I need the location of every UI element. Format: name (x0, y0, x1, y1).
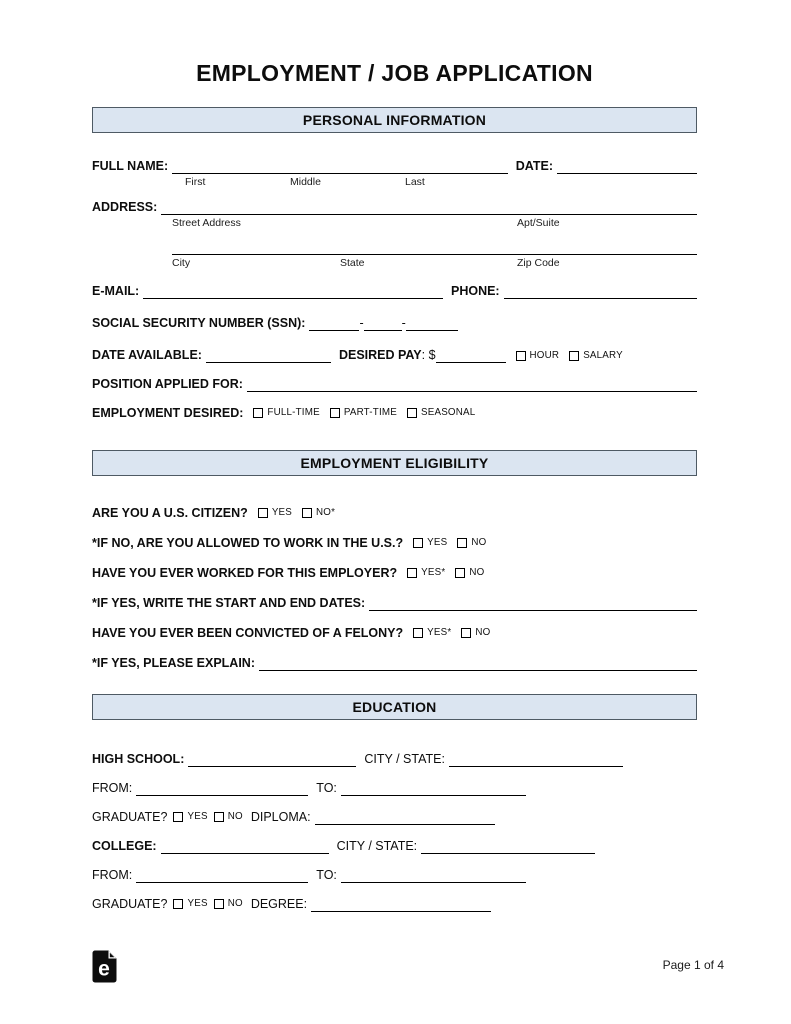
ssn-part1-line[interactable] (309, 316, 359, 331)
allowed-no-checkbox[interactable] (457, 538, 467, 548)
full-time-option (253, 407, 319, 420)
start-end-dates-label: *IF YES, WRITE THE START AND END DATES: (92, 596, 366, 610)
phone-line[interactable] (504, 284, 697, 299)
hs-graduate-no-option (214, 811, 243, 824)
hs-diploma-line[interactable] (315, 810, 495, 825)
position-applied-for-line[interactable] (247, 377, 697, 392)
high-school-name-line[interactable] (188, 752, 356, 767)
hs-graduate-yes-checkbox[interactable] (173, 812, 183, 822)
college-city-state-line[interactable] (421, 839, 595, 854)
date-available-label: DATE AVAILABLE: (92, 348, 202, 362)
email-label: E-MAIL: (92, 284, 140, 298)
worked-no-label: NO (469, 567, 485, 578)
hs-city-state-label: CITY / STATE: (364, 752, 445, 766)
email-line[interactable] (143, 284, 443, 299)
college-graduate-yes-option (173, 898, 207, 911)
college-from-line[interactable] (136, 868, 308, 883)
college-label: COLLEGE: (92, 839, 157, 853)
felony-yes-checkbox[interactable] (413, 628, 423, 638)
desired-pay-suffix: : $ (421, 348, 436, 362)
state-sublabel: State (340, 257, 365, 269)
full-time-checkbox-label: FULL-TIME (267, 407, 320, 418)
college-graduate-no-label: NO (227, 898, 243, 909)
city-state-zip-line[interactable] (172, 240, 697, 255)
zip-code-sublabel: Zip Code (517, 257, 560, 269)
high-school-label: HIGH SCHOOL: (92, 752, 185, 766)
hs-from-line[interactable] (136, 781, 308, 796)
employment-desired-label: EMPLOYMENT DESIRED: (92, 406, 244, 420)
allowed-yes-label: YES (427, 537, 448, 548)
college-graduate-yes-label: YES (187, 898, 208, 909)
hs-to-line[interactable] (341, 781, 526, 796)
last-name-sublabel: Last (405, 176, 425, 188)
first-name-sublabel: First (185, 176, 206, 188)
street-address-sublabel: Street Address (172, 217, 241, 229)
section-header-education: EDUCATION (92, 694, 697, 720)
college-name-line[interactable] (161, 839, 329, 854)
college-from-label: FROM: (92, 868, 133, 882)
apt-suite-sublabel: Apt/Suite (517, 217, 560, 229)
felony-no-checkbox[interactable] (461, 628, 471, 638)
college-city-state-label: CITY / STATE: (336, 839, 418, 853)
desired-pay-line[interactable] (436, 348, 506, 363)
ssn-separator-1: - (359, 316, 364, 330)
part-time-checkbox-label: PART-TIME (343, 407, 397, 418)
ssn-part2-line[interactable] (364, 316, 402, 331)
worked-yes-label: YES* (421, 567, 446, 578)
full-time-checkbox[interactable] (253, 408, 263, 418)
address-sublabels-1 (92, 217, 697, 230)
college-graduate-label: GRADUATE? (92, 897, 168, 911)
middle-name-sublabel: Middle (290, 176, 321, 188)
start-end-dates-line[interactable] (369, 596, 697, 611)
college-graduate-no-checkbox[interactable] (214, 899, 224, 909)
salary-option (569, 350, 623, 363)
hs-graduate-yes-label: YES (187, 811, 208, 822)
hour-option (516, 350, 560, 363)
address-label: ADDRESS: (92, 200, 158, 214)
worked-for-employer-question-label: HAVE YOU EVER WORKED FOR THIS EMPLOYER? (92, 566, 398, 580)
logo-letter: e (98, 957, 110, 981)
street-address-line[interactable] (161, 200, 697, 215)
hour-checkbox-label: HOUR (529, 350, 560, 361)
ssn-label: SOCIAL SECURITY NUMBER (SSN): (92, 316, 306, 330)
college-graduate-no-option (214, 898, 243, 911)
felony-question-label: HAVE YOU EVER BEEN CONVICTED OF A FELONY? (92, 626, 404, 640)
hs-city-state-line[interactable] (449, 752, 623, 767)
felony-no-label: NO (475, 627, 491, 638)
please-explain-label: *IF YES, PLEASE EXPLAIN: (92, 656, 256, 670)
citizen-no-label: NO* (316, 507, 336, 518)
salary-checkbox[interactable] (569, 351, 579, 361)
desired-pay-label: DESIRED PAY (338, 348, 422, 362)
college-degree-label: DEGREE: (250, 897, 308, 911)
seasonal-checkbox[interactable] (407, 408, 417, 418)
allowed-to-work-question-label: *IF NO, ARE YOU ALLOWED TO WORK IN THE U.S.? (92, 536, 404, 550)
salary-checkbox-label: SALARY (583, 350, 623, 361)
hour-checkbox[interactable] (516, 351, 526, 361)
citizen-no-option (302, 507, 335, 520)
allowed-no-option (457, 537, 486, 550)
phone-label: PHONE: (450, 284, 500, 298)
us-citizen-question-label: ARE YOU A U.S. CITIZEN? (92, 506, 248, 520)
please-explain-line[interactable] (259, 656, 697, 671)
address-sublabels-2 (92, 257, 697, 270)
worked-yes-option (407, 567, 445, 580)
hs-from-label: FROM: (92, 781, 133, 795)
college-graduate-yes-checkbox[interactable] (173, 899, 183, 909)
seasonal-option (407, 407, 475, 420)
hs-graduate-yes-option (173, 811, 207, 824)
worked-yes-checkbox[interactable] (407, 568, 417, 578)
college-to-line[interactable] (341, 868, 526, 883)
worked-no-option (455, 567, 484, 580)
section-header-employment-eligibility: EMPLOYMENT ELIGIBILITY (92, 450, 697, 476)
hs-graduate-label: GRADUATE? (92, 810, 168, 824)
allowed-yes-checkbox[interactable] (413, 538, 423, 548)
page-indicator: Page 1 of 4 (662, 958, 724, 972)
full-name-line[interactable] (172, 159, 508, 174)
ssn-separator-2: - (401, 316, 406, 330)
eforms-logo-icon (92, 950, 117, 983)
college-to-label: TO: (316, 868, 337, 882)
felony-yes-option (413, 627, 451, 640)
citizen-no-checkbox[interactable] (302, 508, 312, 518)
hs-diploma-label: DIPLOMA: (250, 810, 311, 824)
citizen-yes-checkbox[interactable] (258, 508, 268, 518)
worked-no-checkbox[interactable] (455, 568, 465, 578)
section-header-personal-information: PERSONAL INFORMATION (92, 107, 697, 133)
part-time-option (330, 407, 397, 420)
position-applied-for-label: POSITION APPLIED FOR: (92, 377, 243, 391)
hs-graduate-no-label: NO (227, 811, 243, 822)
date-available-line[interactable] (206, 348, 331, 363)
date-label: DATE: (515, 159, 553, 173)
felony-yes-label: YES* (427, 627, 452, 638)
hs-to-label: TO: (316, 781, 337, 795)
seasonal-checkbox-label: SEASONAL (420, 407, 476, 418)
ssn-part3-line[interactable] (406, 316, 458, 331)
part-time-checkbox[interactable] (330, 408, 340, 418)
felony-no-option (461, 627, 490, 640)
full-name-sublabels (92, 176, 697, 189)
page-footer (92, 950, 724, 983)
date-line[interactable] (557, 159, 697, 174)
allowed-yes-option (413, 537, 447, 550)
full-name-label: FULL NAME: (92, 159, 169, 173)
citizen-yes-label: YES (271, 507, 293, 518)
allowed-no-label: NO (471, 537, 487, 548)
hs-graduate-no-checkbox[interactable] (214, 812, 224, 822)
college-degree-line[interactable] (311, 897, 491, 912)
city-sublabel: City (172, 257, 191, 269)
form-title: EMPLOYMENT / JOB APPLICATION (196, 60, 593, 86)
citizen-yes-option (258, 507, 292, 520)
